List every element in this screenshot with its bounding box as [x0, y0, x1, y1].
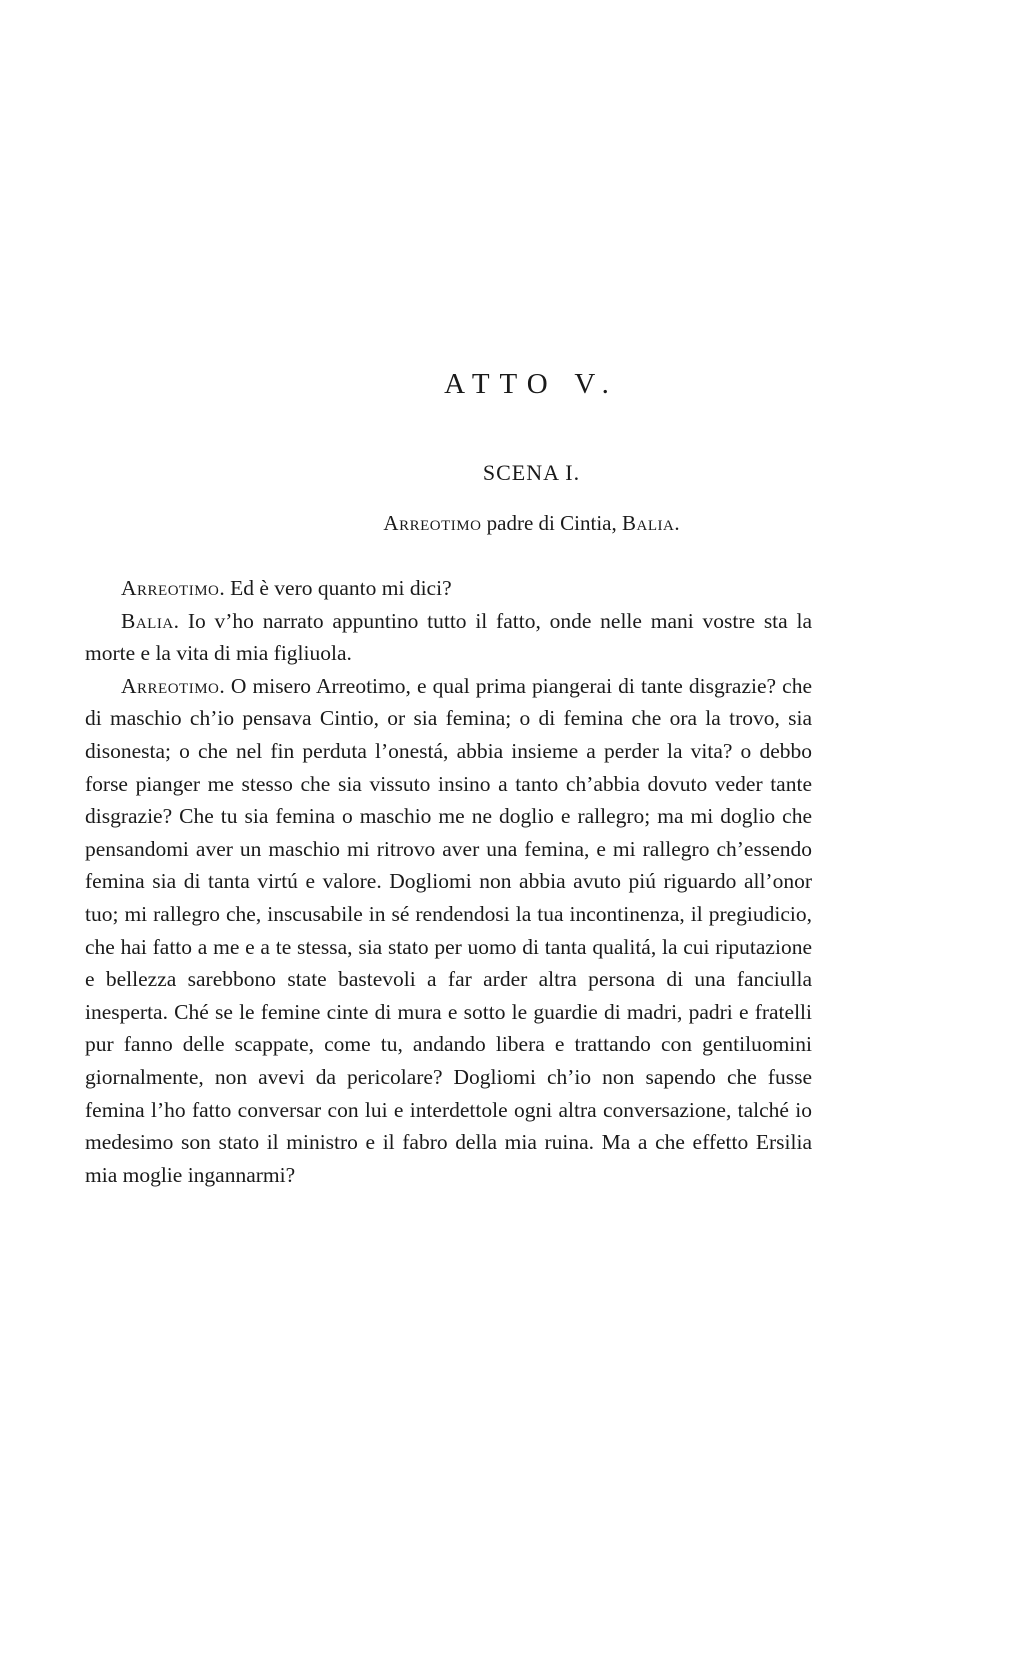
speech-2 [85, 605, 812, 670]
cast-character-balia: Balia [621, 511, 675, 535]
speech-text: . Ed è vero quanto mi dici? [219, 576, 452, 600]
speech-3 [85, 670, 812, 1192]
speaker-name: Arreotimo [121, 673, 220, 698]
cast-character-arreotimo: Arreotimo [383, 511, 482, 535]
speech-text: . O misero Arreotimo, e qual prima piangerai di tante disgrazie? che di maschio ch’io pensava Cintio, or sia femina; o di femina che ora la trovo, sia disonesta; o che nel fin perduta l’onestá, abbia insieme a perder la vita? o debbo forse pianger me stesso che sia vissuto insino a tanto ch’abbia dovuto veder tante disgrazie? Che tu sia femina o maschio me ne doglio e rallegro; ma mi doglio che pensandomi aver un maschio mi ritrovo aver una femina, e mi rallegro ch’essendo femina sia di tanta virtú e valore. Dogliomi non abbia avuto piú riguardo all’onor tuo; mi rallegro che, inscusabile in sé rendendosi la tua incontinenza, il pregiudicio, che hai fatto a me e a te stessa, sia stato per uomo di tanta qualitá, la cui riputazione e bellezza sarebbono state bastevoli a far arder altra persona di una fanciulla inesperta. Ché se le femine cinte di mura e sotto le guardie di madri, padri e fratelli pur fanno delle scappate, come tu, andando libera e trattando con gentiluomini giornalmente, non avevi da pericolare? Dogliomi ch’io non sapendo che fusse femina l’ho fatto conversar con lui e interdettole ogni altra conversazione, talché io medesimo son stato il ministro e il fabro della mia ruina. Ma a che effetto Ersilia mia moglie ingannarmi? [85, 673, 812, 1187]
cast-end: . [674, 511, 680, 535]
scene-title: SCENA I. [482, 460, 581, 485]
dialogue-body [85, 572, 812, 1191]
act-title: ATTO V. [444, 368, 619, 400]
speaker-name: Arreotimo [121, 576, 220, 600]
scene-cast [0, 511, 1013, 536]
speaker-name: Balia [121, 608, 174, 633]
speech-1 [85, 572, 812, 605]
speech-text: . Io v’ho narrato appuntino tutto il fatto, onde nelle mani vostre sta la morte e la vita di mia figliuola. [85, 608, 812, 666]
cast-description: padre di Cintia, [481, 511, 622, 535]
